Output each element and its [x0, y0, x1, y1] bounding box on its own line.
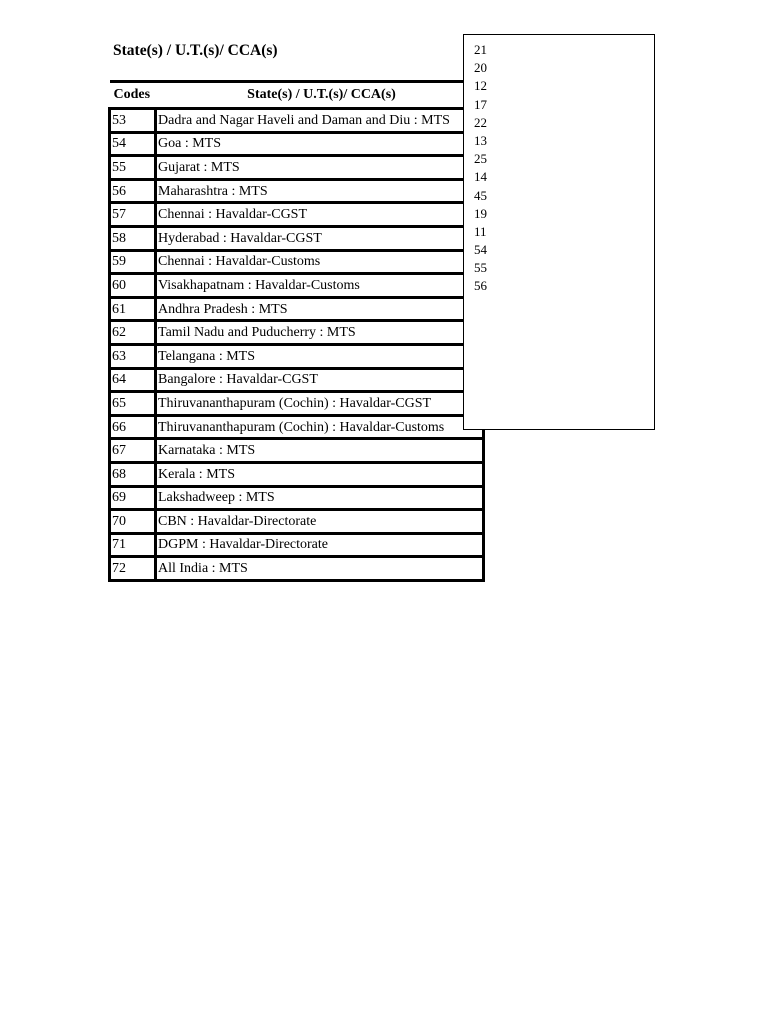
table-header-row: [110, 82, 484, 109]
row-name-cell: Chennai : Havaldar-Customs: [156, 250, 484, 274]
row-name-cell: Kerala : MTS: [156, 462, 484, 486]
dropdown-item[interactable]: 54: [474, 242, 487, 258]
row-code-cell: 70: [110, 510, 156, 534]
dropdown-item[interactable]: 22: [474, 114, 487, 130]
table-row: [110, 156, 484, 180]
page-title: State(s) / U.T.(s)/ CCA(s): [113, 42, 278, 59]
table-row: [110, 439, 484, 463]
table-row: [110, 250, 484, 274]
row-code-cell: 65: [110, 392, 156, 416]
row-code-cell: 59: [110, 250, 156, 274]
dropdown-item[interactable]: 45: [474, 187, 487, 203]
row-code-cell: 55: [110, 156, 156, 180]
row-code-cell: 68: [110, 462, 156, 486]
table-row: [110, 109, 484, 133]
table-row: [110, 486, 484, 510]
dropdown-item[interactable]: 17: [474, 96, 487, 112]
row-name-cell: Bangalore : Havaldar-CGST: [156, 368, 484, 392]
row-code-cell: 56: [110, 179, 156, 203]
row-code-cell: 67: [110, 439, 156, 463]
row-code-cell: 57: [110, 203, 156, 227]
table-row: [110, 415, 484, 439]
dropdown-item[interactable]: 14: [474, 169, 487, 185]
row-code-cell: 66: [110, 415, 156, 439]
row-name-cell: DGPM : Havaldar-Directorate: [156, 533, 484, 557]
row-name-cell: Goa : MTS: [156, 132, 484, 156]
dropdown-item[interactable]: 25: [474, 151, 487, 167]
row-code-cell: 53: [110, 109, 156, 133]
row-name-cell: All India : MTS: [156, 557, 484, 581]
table-row: [110, 132, 484, 156]
table-row: [110, 462, 484, 486]
table-row: [110, 368, 484, 392]
row-name-cell: Lakshadweep : MTS: [156, 486, 484, 510]
row-name-cell: Maharashtra : MTS: [156, 179, 484, 203]
table-row: [110, 274, 484, 298]
table-row: [110, 179, 484, 203]
table-row: [110, 557, 484, 581]
row-name-cell: Telangana : MTS: [156, 344, 484, 368]
row-name-cell: Andhra Pradesh : MTS: [156, 297, 484, 321]
row-name-cell: Chennai : Havaldar-CGST: [156, 203, 484, 227]
row-name-cell: Visakhapatnam : Havaldar-Customs: [156, 274, 484, 298]
row-name-cell: Hyderabad : Havaldar-CGST: [156, 226, 484, 250]
table-row: [110, 392, 484, 416]
row-code-cell: 71: [110, 533, 156, 557]
table-row: [110, 344, 484, 368]
row-name-cell: Thiruvananthapuram (Cochin) : Havaldar-CGST: [156, 392, 484, 416]
row-code-cell: 63: [110, 344, 156, 368]
dropdown-item[interactable]: 56: [474, 278, 487, 294]
dropdown-item[interactable]: 11: [474, 223, 487, 239]
dropdown-item[interactable]: 19: [474, 205, 487, 221]
row-code-cell: 72: [110, 557, 156, 581]
table-row: [110, 203, 484, 227]
row-name-cell: Thiruvananthapuram (Cochin) : Havaldar-Customs: [156, 415, 484, 439]
table-row: [110, 510, 484, 534]
row-name-cell: Gujarat : MTS: [156, 156, 484, 180]
row-name-cell: Tamil Nadu and Puducherry : MTS: [156, 321, 484, 345]
table-row: [110, 533, 484, 557]
row-code-cell: 58: [110, 226, 156, 250]
dropdown-list[interactable]: [463, 34, 655, 430]
row-code-cell: 62: [110, 321, 156, 345]
dropdown-item[interactable]: 20: [474, 60, 487, 76]
row-name-cell: Karnataka : MTS: [156, 439, 484, 463]
dropdown-item[interactable]: 55: [474, 260, 487, 276]
row-code-cell: 64: [110, 368, 156, 392]
row-code-cell: 54: [110, 132, 156, 156]
row-name-cell: Dadra and Nagar Haveli and Daman and Diu : MTS: [156, 109, 484, 133]
table-row: [110, 297, 484, 321]
table-body: [110, 109, 484, 581]
codes-table: [108, 80, 485, 582]
dropdown-item[interactable]: 21: [474, 42, 487, 57]
row-code-cell: 60: [110, 274, 156, 298]
dropdown-item[interactable]: 12: [474, 78, 487, 94]
table-row: [110, 321, 484, 345]
row-name-cell: CBN : Havaldar-Directorate: [156, 510, 484, 534]
column-header-state: State(s) / U.T.(s)/ CCA(s): [156, 82, 484, 109]
table-row: [110, 226, 484, 250]
dropdown-item[interactable]: 13: [474, 132, 487, 148]
row-code-cell: 61: [110, 297, 156, 321]
column-header-codes: Codes: [110, 82, 156, 109]
row-code-cell: 69: [110, 486, 156, 510]
